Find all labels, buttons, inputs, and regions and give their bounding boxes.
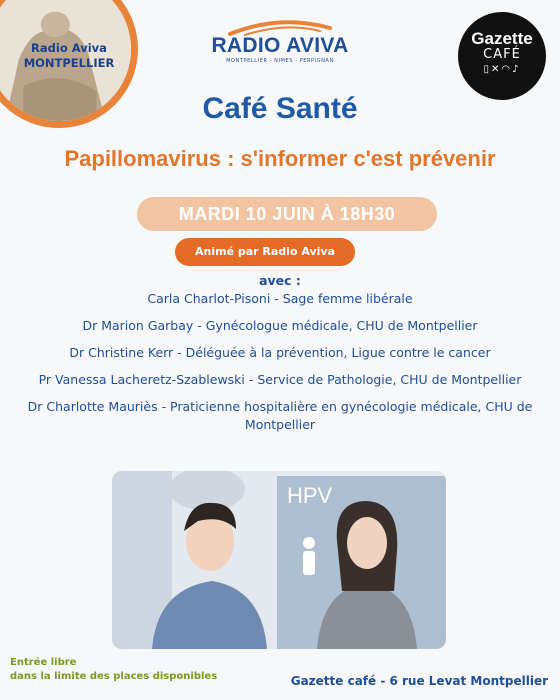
wifi-icon: ◠ [501, 64, 513, 75]
free-entry-note [10, 656, 217, 684]
gazette-icons [458, 64, 546, 75]
gazette-cafe-logo [458, 12, 546, 100]
badge-line-1: Radio Aviva [31, 41, 107, 55]
badge-line-2: MONTPELLIER [23, 56, 115, 70]
speaker-item: Dr Charlotte Mauriès - Praticienne hospitalière en gynécologie médicale, CHU de Montpellier [27, 399, 533, 432]
speakers-intro: avec : [259, 273, 301, 288]
illustration-scene [112, 471, 446, 649]
free-entry-line-1: Entrée libre [10, 657, 77, 668]
cutlery-icon: ✕ [491, 64, 502, 75]
speaker-list [20, 290, 540, 443]
logo-name: RADIO AVIVA [211, 34, 349, 57]
speaker-item: Pr Vanessa Lacheretz-Szablewski - Service de Pathologie, CHU de Montpellier [38, 372, 522, 387]
speaker-item: Carla Charlot-Pisoni - Sage femme libérale [147, 291, 413, 306]
event-subtitle: Papillomavirus : s'informer c'est prévenir [64, 146, 496, 171]
host-badge: Animé par Radio Aviva [175, 238, 355, 266]
radio-aviva-logo [205, 18, 355, 64]
speaker-item: Dr Christine Kerr - Déléguée à la prévention, Ligue contre le cancer [69, 345, 491, 360]
gazette-subtitle: CAFÉ [483, 47, 521, 62]
gazette-title: Gazette [471, 29, 533, 48]
speaker-item: Dr Marion Garbay - Gynécologue médicale, CHU de Montpellier [82, 318, 478, 333]
book-icon: ▯ [483, 64, 491, 75]
event-title: Café Santé [202, 92, 358, 125]
badge-label [9, 41, 129, 71]
music-icon: ♪ [512, 64, 521, 75]
event-date-badge: MARDI 10 JUIN À 18H30 [137, 197, 437, 231]
event-location: Gazette café - 6 rue Levat Montpellier [290, 674, 548, 688]
free-entry-line-2: dans la limite des places disponibles [10, 671, 218, 682]
hpv-sign-text: HPV [287, 483, 333, 508]
logo-tagline: MONTPELLIER · NIMES · PERPIGNAN [226, 58, 334, 64]
hpv-illustration [112, 471, 446, 649]
